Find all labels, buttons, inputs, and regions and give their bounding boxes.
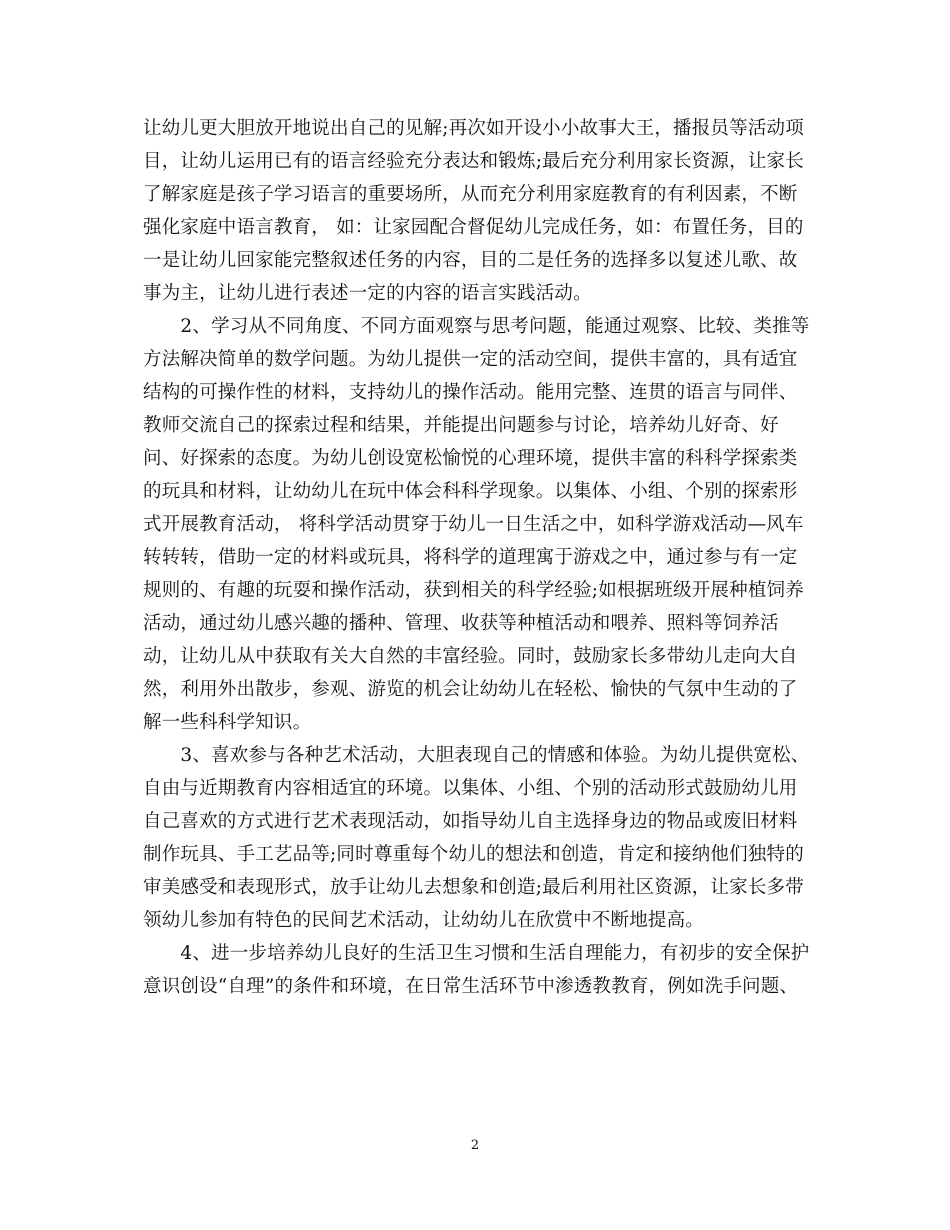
text-line: 问、好探索的态度。为幼儿创设宽松愉悦的心理环境，提供丰富的科科学探索类 bbox=[143, 448, 798, 469]
page-number: 2 bbox=[470, 1138, 480, 1153]
text-line: 自己喜欢的方式进行艺术表现活动，如指导幼儿自主选择身边的物品或废旧材料 bbox=[143, 811, 798, 832]
text-line: 然，利用外出散步，参观、游览的机会让幼幼儿在轻松、愉快的气氛中生动的了 bbox=[143, 679, 798, 700]
text-line: 方法解决简单的数学问题。为幼儿提供一定的活动空间，提供丰富的，具有适宜 bbox=[143, 349, 798, 370]
text-line: 审美感受和表现形式，放手让幼儿去想象和创造;最后利用社区资源，让家长多带 bbox=[143, 877, 804, 898]
text-line: 4、进一步培养幼儿良好的生活卫生习惯和生活自理能力，有初步的安全保护 bbox=[143, 943, 810, 964]
text-line: 3、喜欢参与各种艺术活动，大胆表现自己的情感和体验。为幼儿提供宽松、 bbox=[143, 745, 810, 766]
text-line: 解一些科科学知识。 bbox=[143, 712, 312, 733]
text-line: 制作玩具、手工艺品等;同时尊重每个幼儿的想法和创造，肯定和接纳他们独特的 bbox=[143, 844, 804, 865]
text-line: 活动，通过幼儿感兴趣的播种、管理、收获等种植活动和喂养、照料等饲养活 bbox=[143, 613, 779, 634]
text-line: 2、学习从不同角度、不同方面观察与思考问题，能通过观察、比较、类推等 bbox=[143, 316, 810, 337]
text-line: 一是让幼儿回家能完整叙述任务的内容，目的二是任务的选择多以复述儿歌、故 bbox=[143, 250, 798, 271]
text-line: 规则的、有趣的玩耍和操作活动，获到相关的科学经验;如根据班级开展种植饲养 bbox=[143, 580, 804, 601]
text-line: 动，让幼儿从中获取有关大自然的丰富经验。同时，鼓励家长多带幼儿走向大自 bbox=[143, 646, 798, 667]
text-line: 结构的可操作性的材料，支持幼儿的操作活动。能用完整、连贯的语言与同伴、 bbox=[143, 382, 798, 403]
text-line: 领幼儿参加有特色的民间艺术活动，让幼幼儿在欣赏中不断地提高。 bbox=[143, 910, 705, 931]
text-line: 的玩具和材料，让幼幼儿在玩中体会科科学现象。以集体、小组、个别的探索形 bbox=[143, 481, 798, 502]
text-line: 让幼儿更大胆放开地说出自己的见解;再次如开设小小故事大王，播报员等活动项 bbox=[143, 118, 804, 139]
text-line: 自由与近期教育内容相适宜的环境。以集体、小组、个别的活动形式鼓励幼儿用 bbox=[143, 778, 798, 799]
text-line: 目，让幼儿运用已有的语言经验充分表达和锻炼;最后充分利用家长资源，让家长 bbox=[143, 151, 804, 172]
text-line: 了解家庭是孩子学习语言的重要场所，从而充分利用家庭教育的有利因素，不断 bbox=[143, 184, 798, 205]
text-line: 式开展教育活动， 将科学活动贯穿于幼儿一日生活之中，如科学游戏活动—风车 bbox=[143, 514, 804, 535]
text-line: 强化家庭中语言教育， 如：让家园配合督促幼儿完成任务，如：布置任务，目的 bbox=[143, 217, 804, 238]
text-line: 事为主，让幼儿进行表述一定的内容的语言实践活动。 bbox=[143, 283, 592, 304]
text-line: 教师交流自己的探索过程和结果，并能提出问题参与讨论，培养幼儿好奇、好 bbox=[143, 415, 779, 436]
text-line: 意识创设“自理”的条件和环境，在日常生活环节中渗透教教育，例如洗手问题、 bbox=[143, 976, 799, 997]
text-line: 转转转，借助一定的材料或玩具，将科学的道理寓于游戏之中，通过参与有一定 bbox=[143, 547, 798, 568]
